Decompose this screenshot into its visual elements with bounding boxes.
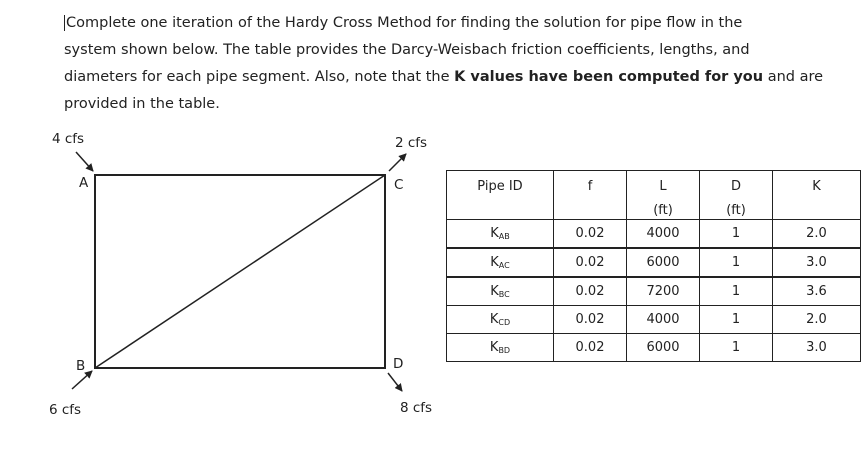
inflow-arrow-a (76, 152, 93, 171)
node-label-c: C (394, 177, 404, 193)
k-cell: 3.6 (773, 277, 861, 306)
flow-label-a: 4 cfs (52, 131, 85, 147)
unit-f (554, 201, 627, 220)
node-label-a: A (79, 175, 89, 191)
k-cell: 2.0 (773, 220, 861, 249)
pipe-id-cell: $K_{BC}$ (447, 277, 554, 306)
pipe-properties-table (446, 170, 861, 362)
k-cell: 2.0 (773, 306, 861, 334)
k-cell: 3.0 (773, 334, 861, 362)
header-pipe-id: Pipe ID (447, 171, 554, 202)
table-row (447, 248, 861, 277)
d-cell: 1 (700, 334, 773, 362)
table-row (447, 306, 861, 334)
pipe-id-cell: $K_{CD}$ (447, 306, 554, 334)
header-k: K (773, 171, 861, 202)
flow-label-d: 8 cfs (400, 400, 433, 416)
header-f: f (554, 171, 627, 202)
table-row (447, 220, 861, 249)
header-l: L (627, 171, 700, 202)
unit-pipe-id (447, 201, 554, 220)
table-row (447, 334, 861, 362)
problem-line-1: Complete one iteration of the Hardy Cross Method for finding the solution for pipe flow in the (66, 15, 743, 31)
f-cell: 0.02 (554, 220, 627, 249)
flow-label-c: 2 cfs (395, 135, 428, 151)
d-cell: 1 (700, 248, 773, 277)
table-header-row (447, 171, 861, 202)
table-units-row (447, 201, 861, 220)
l-cell: 4000 (627, 220, 700, 249)
k-values-emphasis: K values have been computed for you (454, 69, 764, 85)
node-label-b: B (76, 358, 86, 374)
f-cell: 0.02 (554, 334, 627, 362)
header-d: D (700, 171, 773, 202)
outflow-arrow-d (388, 373, 402, 391)
pipe-id-cell: $K_{BD}$ (447, 334, 554, 362)
f-cell: 0.02 (554, 248, 627, 277)
table-row (447, 277, 861, 306)
unit-l: (ft) (627, 201, 700, 220)
f-cell: 0.02 (554, 306, 627, 334)
pipe-bc-diagonal (95, 175, 385, 368)
f-cell: 0.02 (554, 277, 627, 306)
unit-d: (ft) (700, 201, 773, 220)
k-cell: 3.0 (773, 248, 861, 277)
pipe-id-cell: $K_{AC}$ (447, 248, 554, 277)
problem-line-3: diameters for each pipe segment. Also, note that the K values have been computed for you and are (64, 69, 824, 85)
outflow-arrow-c (389, 154, 406, 171)
d-cell: 1 (700, 277, 773, 306)
l-cell: 7200 (627, 277, 700, 306)
l-cell: 4000 (627, 306, 700, 334)
d-cell: 1 (700, 306, 773, 334)
d-cell: 1 (700, 220, 773, 249)
problem-line-4: provided in the table. (64, 96, 220, 112)
node-label-d: D (393, 356, 404, 372)
l-cell: 6000 (627, 334, 700, 362)
unit-k (773, 201, 861, 220)
problem-line-2: system shown below. The table provides the Darcy-Weisbach friction coefficients, lengths, and (64, 42, 750, 58)
l-cell: 6000 (627, 248, 700, 277)
pipe-id-cell: $K_{AB}$ (447, 220, 554, 249)
flow-label-b: 6 cfs (49, 402, 82, 418)
